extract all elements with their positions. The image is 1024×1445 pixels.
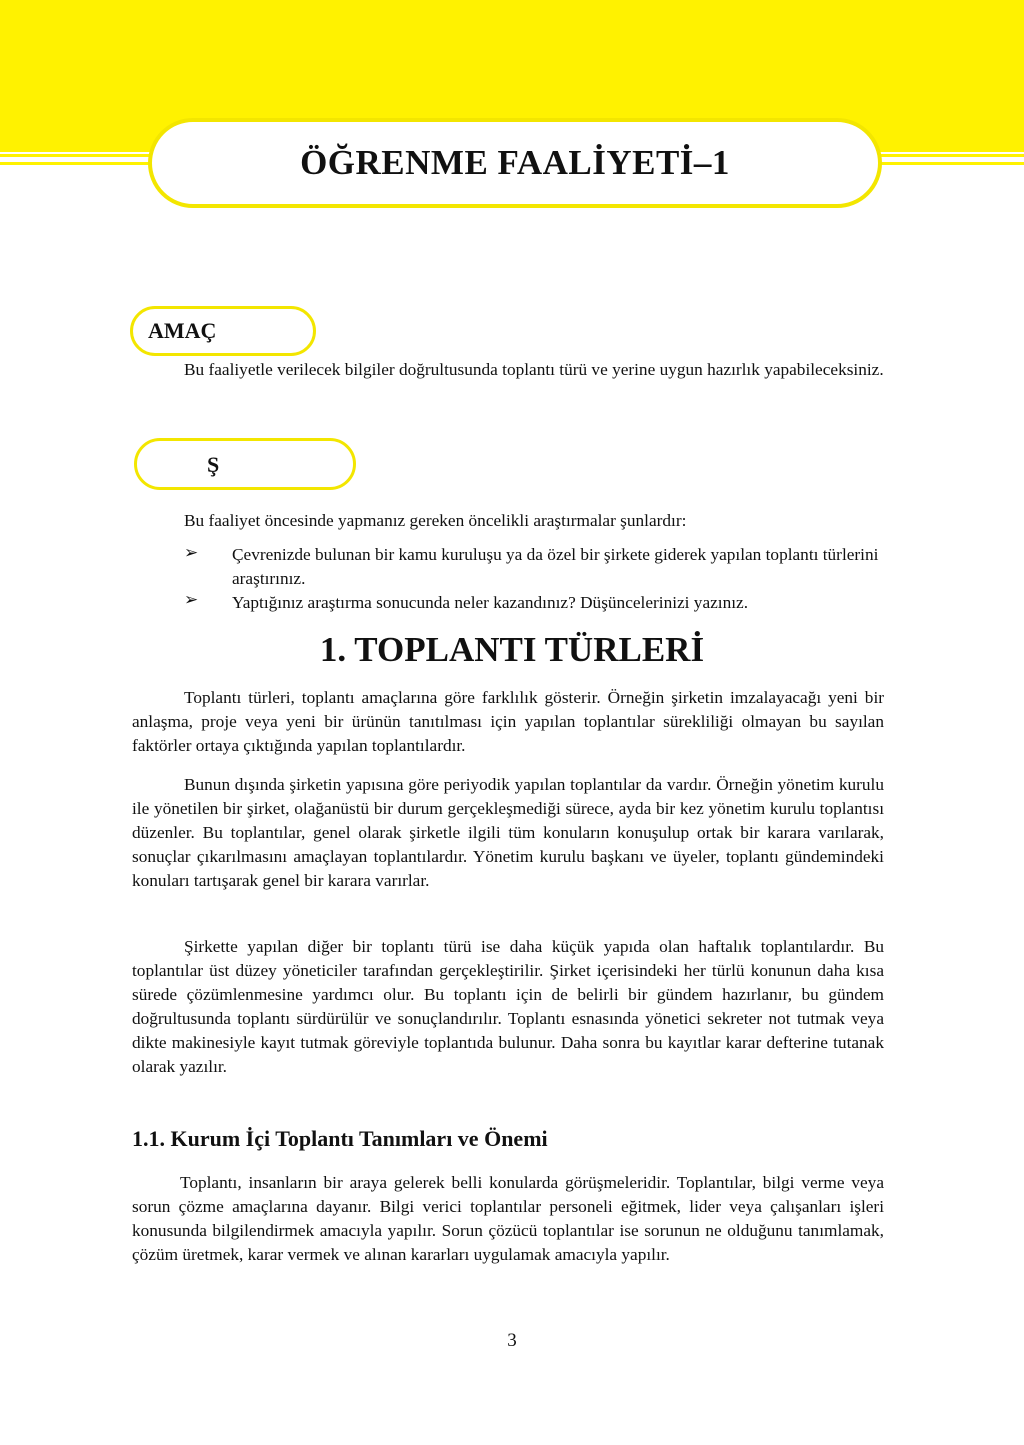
header-stripe-left-2	[0, 162, 152, 165]
bullet-item-1: Çevrenizde bulunan bir kamu kuruluşu ya da özel bir şirkete giderek yapılan toplantı türlerini araştırınız.	[232, 545, 879, 588]
page-number: 3	[507, 1330, 517, 1351]
arastirma-pill	[134, 438, 356, 490]
section1-paragraph-3-text: Şirkette yapılan diğer bir toplantı türü ise daha küçük yapıda olan haftalık toplantılardır. Bu toplantılar üst düzey yöneticiler tarafından gerçekleştirilir. Şirket içerisindeki her türlü konunun daha kısa sürede çözümlenmesine yardımcı olur. Bu toplantı için de belirli bir gündem hazırlanır, bu gündem doğrultusunda toplantı sürdürülür ve sonuçlandırılır. Toplantı esnasında yönetici sekreter not tutmak veya dikte makinesiyle kayıt tutmak göreviyle toplantıda bulunur. Daha sonra bu kayıtlar karar defterine tutanak olarak yazılır.	[132, 937, 884, 1076]
header-stripe-left-1	[0, 154, 152, 157]
amac-paragraph	[132, 358, 884, 382]
section-heading-toplanti-turleri: 1. TOPLANTI TÜRLERİ	[319, 630, 705, 669]
arastirma-intro	[132, 509, 884, 533]
header-stripe-right-2	[880, 162, 1024, 165]
bullet-arrow-icon: ➢	[184, 543, 199, 562]
bullet-arrow-icon: ➢	[184, 590, 199, 609]
header-stripe-right-1	[880, 154, 1024, 157]
amac-text: Bu faaliyetle verilecek bilgiler doğrultusunda toplantı türü ve yerine uygun hazırlık yapabileceksiniz.	[184, 360, 884, 379]
amac-label: AMAÇ	[148, 318, 217, 343]
arastirma-label: Ş	[207, 452, 220, 477]
section1-paragraph-2-text: Bunun dışında şirketin yapısına göre periyodik yapılan toplantılar da vardır. Örneğin yönetim kurulu ile yönetilen bir şirket, olağanüstü bir durum gerçekleşmediği sürece, ayda bir kez yönetim kurulu toplantısı düzenler. Bu toplantılar, genel olarak şirketle ilgili tüm konuların konuşulup ortak bir karara varılarak, sonuçlar çıkarılmasını amaçlayan toplantılardır. Yönetim kurulu başkanı ve üyeler, toplantı gündemindeki konuları tartışarak genel bir karara varırlar.	[132, 775, 884, 890]
section11-paragraph-text: Toplantı, insanların bir araya gelerek belli konularda görüşmeleridir. Toplantılar, bilgi verme veya sorun çözme amaçlarına dayanır. Bilgi verici toplantılar personeli eğitmek, lider veya çalışanları işleri konusunda bilgilendirmek amacıyla yapılır. Sorun çözücü toplantılar ise sorunun ne olduğunu tanımlamak, çözüm üretmek, karar vermek ve alınan kararları uygulamak amacıyla yapılır.	[132, 1173, 884, 1264]
section11-paragraph	[132, 1171, 884, 1267]
page-title: ÖĞRENME FAALİYETİ–1	[300, 143, 730, 182]
section1-paragraph-3	[132, 935, 884, 1079]
bullet-item-2: Yaptığınız araştırma sonucunda neler kazandınız? Düşüncelerinizi yazınız.	[232, 593, 749, 612]
title-box	[148, 118, 882, 208]
section1-paragraph-1-text: Toplantı türleri, toplantı amaçlarına göre farklılık gösterir. Örneğin şirketin imzalayacağı yeni bir anlaşma, proje veya yeni bir ürünün tanıtılması için yapılan toplantılar sürekliliği olmayan bu sayılan faktörler ortaya çıktığında yapılan toplantılardır.	[132, 688, 884, 755]
arastirma-intro-text: Bu faaliyet öncesinde yapmanız gereken öncelikli araştırmalar şunlardır:	[184, 511, 687, 530]
subsection-heading: 1.1. Kurum İçi Toplantı Tanımları ve Önemi	[132, 1126, 548, 1151]
section1-paragraph-1	[132, 686, 884, 758]
section1-paragraph-2	[132, 773, 884, 893]
